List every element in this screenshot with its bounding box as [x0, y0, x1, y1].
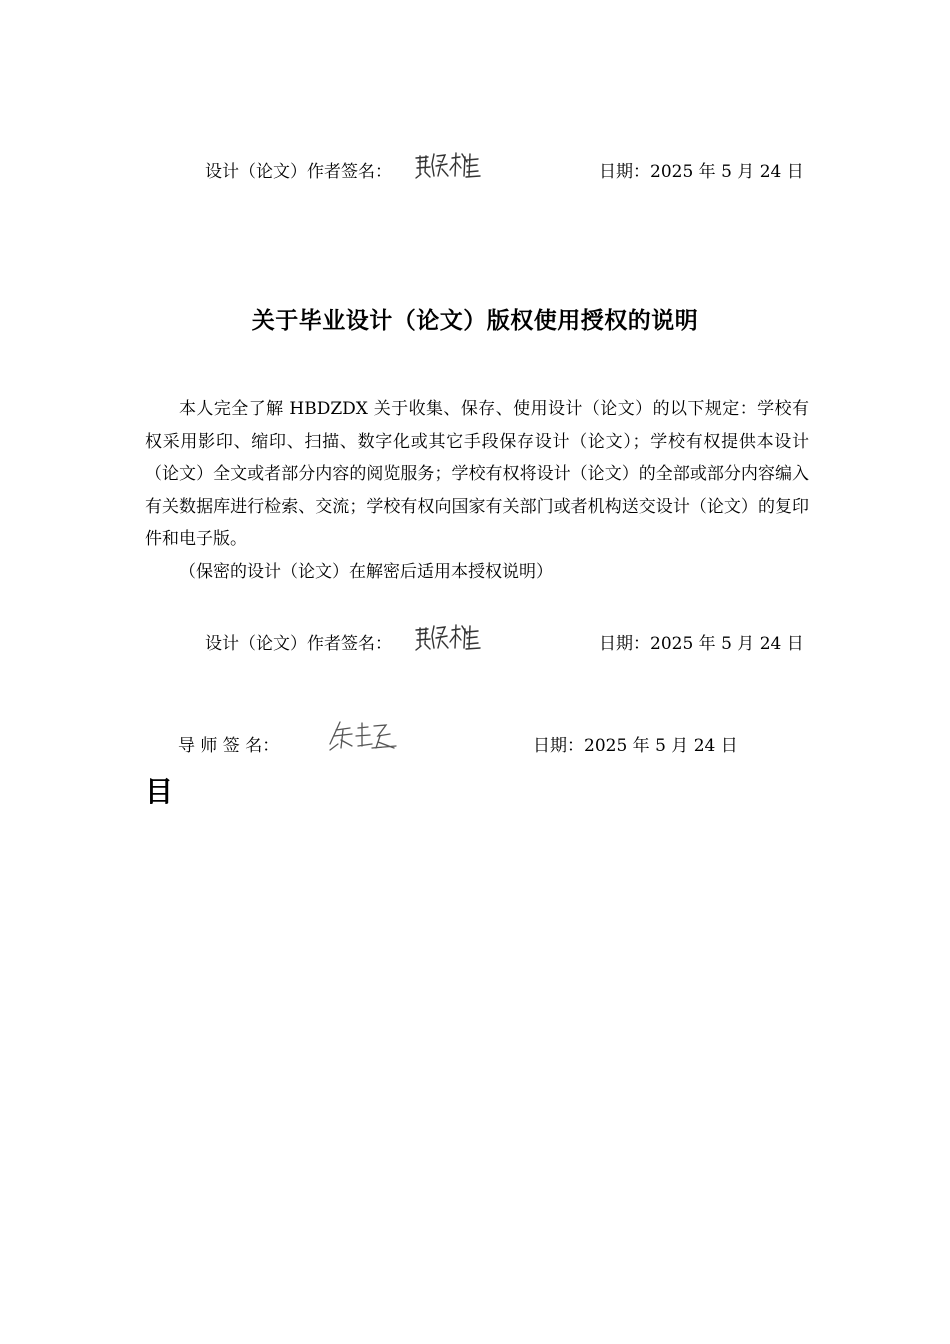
author-handwritten-signature [412, 620, 484, 654]
section-heading: 目 [145, 775, 174, 808]
date-label: 日期：2025 年 5 月 24 日 [599, 634, 804, 654]
author-handwritten-signature [412, 148, 484, 182]
date-label: 日期：2025 年 5 月 24 日 [533, 736, 738, 756]
authorization-body [145, 393, 809, 588]
date-label: 日期：2025 年 5 月 24 日 [599, 162, 804, 182]
confidential-note: （保密的设计（论文）在解密后适用本授权说明） [179, 561, 553, 582]
authorization-paragraph: 本人完全了解 HBDZDX 关于收集、保存、使用设计（论文）的以下规定：学校有权采用影印、缩印、扫描、数字化或其它手段保存设计（论文）；学校有权提供本设计（论文）全文或者部分内容的阅览服务；学校有权将设计（论文）的全部或部分内容编入有关数据库进行检索、交流；学校有权向国家有关部门或者机构送交设计（论文）的复印件和电子版。 [145, 399, 809, 549]
page-title: 关于毕业设计（论文）版权使用授权的说明 [251, 308, 699, 334]
author-signature-label: 设计（论文）作者签名： [205, 634, 392, 654]
supervisor-handwritten-signature [326, 718, 398, 754]
author-signature-label: 设计（论文）作者签名： [205, 162, 392, 182]
supervisor-signature-label: 导 师 签 名： [178, 736, 280, 756]
